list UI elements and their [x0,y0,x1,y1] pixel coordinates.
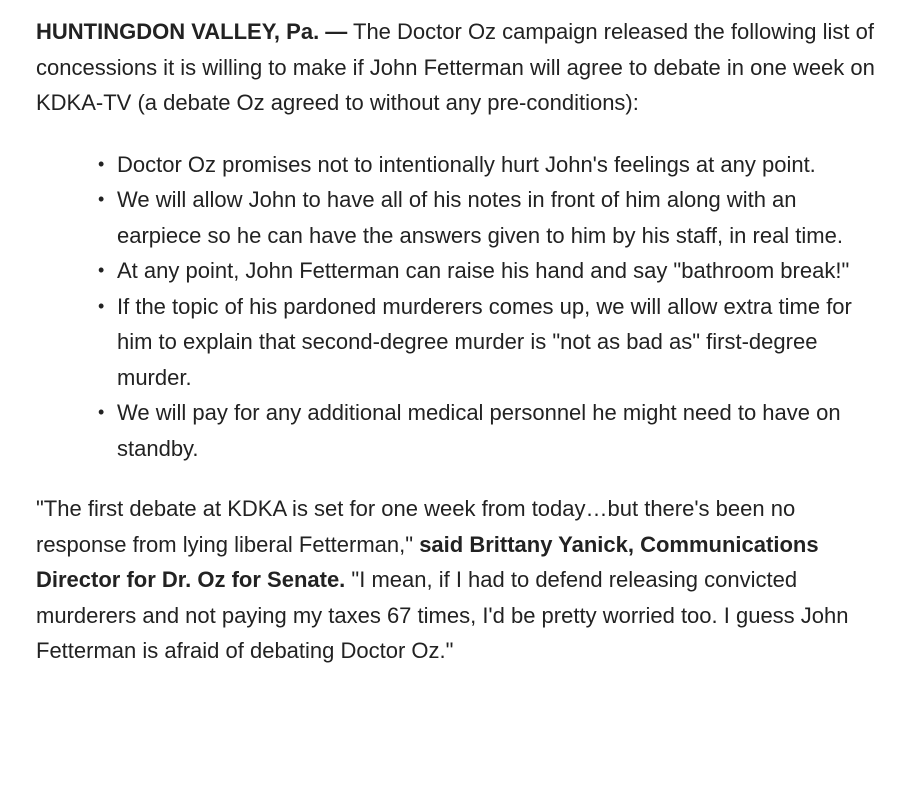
bullet-icon: • [98,295,105,316]
list-item-text: We will allow John to have all of his notes in front of him along with an earpiece so he can have the answers given to him by his staff, in real time. [117,187,843,248]
intro-text: The Doctor Oz campaign released the following list of concessions it is willing to make if John Fetterman will agree to debate in one week on KDKA-TV (a debate Oz agreed to without any pre-conditions): [36,19,875,115]
list-item-text: Doctor Oz promises not to intentionally hurt John's feelings at any point. [117,151,816,177]
dateline: HUNTINGDON VALLEY, Pa. — [36,19,348,44]
bullet-icon: • [98,402,105,422]
list-item-text: We will pay for any additional medical personnel he might need to have on standby. [117,400,841,461]
list-item [98,147,876,183]
quote-start: "The first debate at KDKA is set for one week from today…but there's been no response from lying liberal Fetterman," [36,496,796,557]
list-item [98,253,876,289]
list-item-text: At any point, John Fetterman can raise his hand and say "bathroom break!" [117,258,850,283]
bullet-icon: • [98,189,105,209]
intro-paragraph [36,14,876,121]
list-item-text: If the topic of his pardoned murderers comes up, we will allow extra time for him to explain that second-degree murder is "not as bad as" first-degree murder. [117,293,852,390]
concessions-list [36,147,876,467]
bullet-icon: • [98,153,105,174]
list-item [98,289,876,396]
list-item [98,182,876,253]
attribution: said Brittany Yanick, Communications Director for Dr. Oz for Senate. [36,531,819,592]
press-release-body [36,14,876,669]
bullet-icon: • [98,260,105,280]
closing-paragraph [36,491,876,669]
quote-end: "I mean, if I had to defend releasing convicted murderers and not paying my taxes 67 times, I'd be pretty worried too. I guess John Fetterman is afraid of debating Doctor Oz." [36,567,849,663]
list-item [98,395,876,466]
